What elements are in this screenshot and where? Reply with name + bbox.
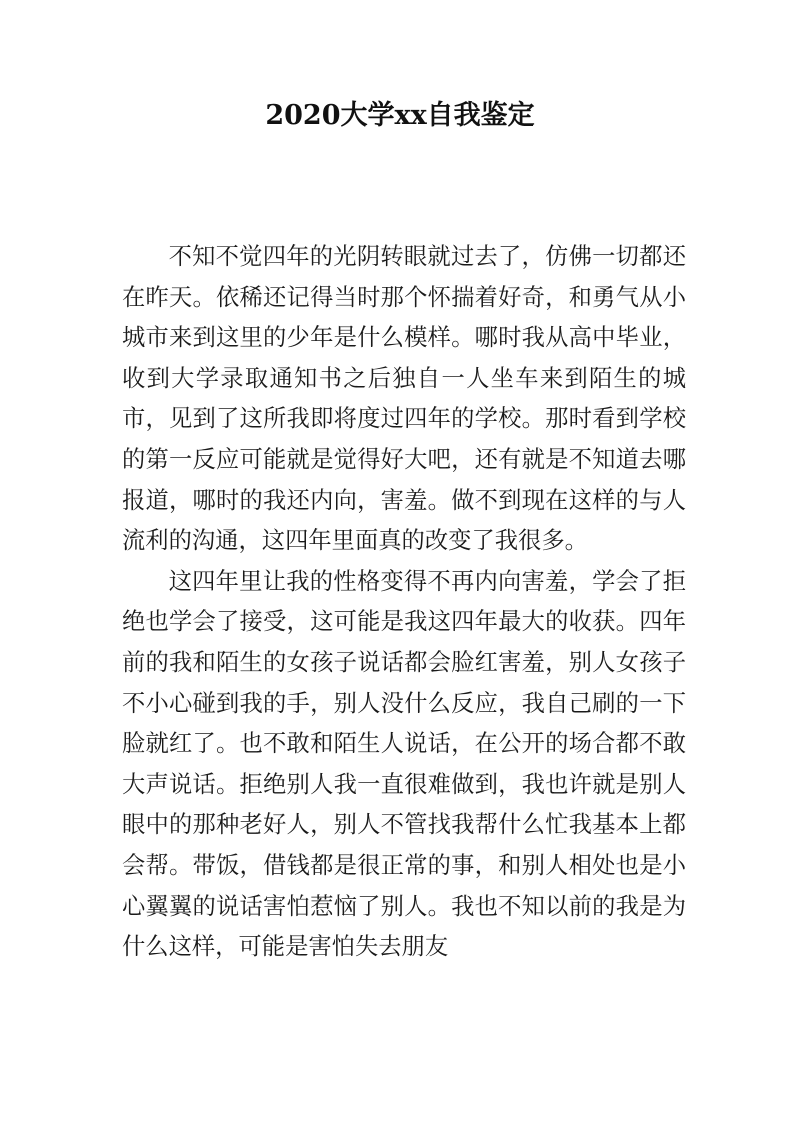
paragraph-2: 这四年里让我的性格变得不再内向害羞，学会了拒绝也学会了接受，这可能是我这四年最大的收获。四年前的我和陌生的女孩子说话都会脸红害羞，别人女孩子不小心碰到我的手，别人没什么反应，我自己刷的一下脸就红了。也不敢和陌生人说话，在公开的场合都不敢大声说话。拒绝别人我一直很难做到，我也许就是别人眼中的那种老好人，别人不管找我帮什么忙我基本上都会帮。带饭，借钱都是很正常的事，和别人相处也是小心翼翼的说话害怕惹恼了别人。我也不知以前的我是为什么这样，可能是害怕失去朋友 (122, 567, 686, 961)
document-body (122, 237, 686, 968)
document-title: 2020大学xx自我鉴定 (265, 100, 535, 131)
paragraph-1: 不知不觉四年的光阴转眼就过去了，仿佛一切都还在昨天。依稀还记得当时那个怀揣着好奇，和勇气从小城市来到这里的少年是什么模样。哪时我从高中毕业，收到大学录取通知书之后独自一人坐车来到陌生的城市，见到了这所我即将度过四年的学校。那时看到学校的第一反应可能就是觉得好大吧，还有就是不知道去哪报道，哪时的我还内向，害羞。做不到现在这样的与人流利的沟通，这四年里面真的改变了我很多。 (122, 243, 686, 555)
